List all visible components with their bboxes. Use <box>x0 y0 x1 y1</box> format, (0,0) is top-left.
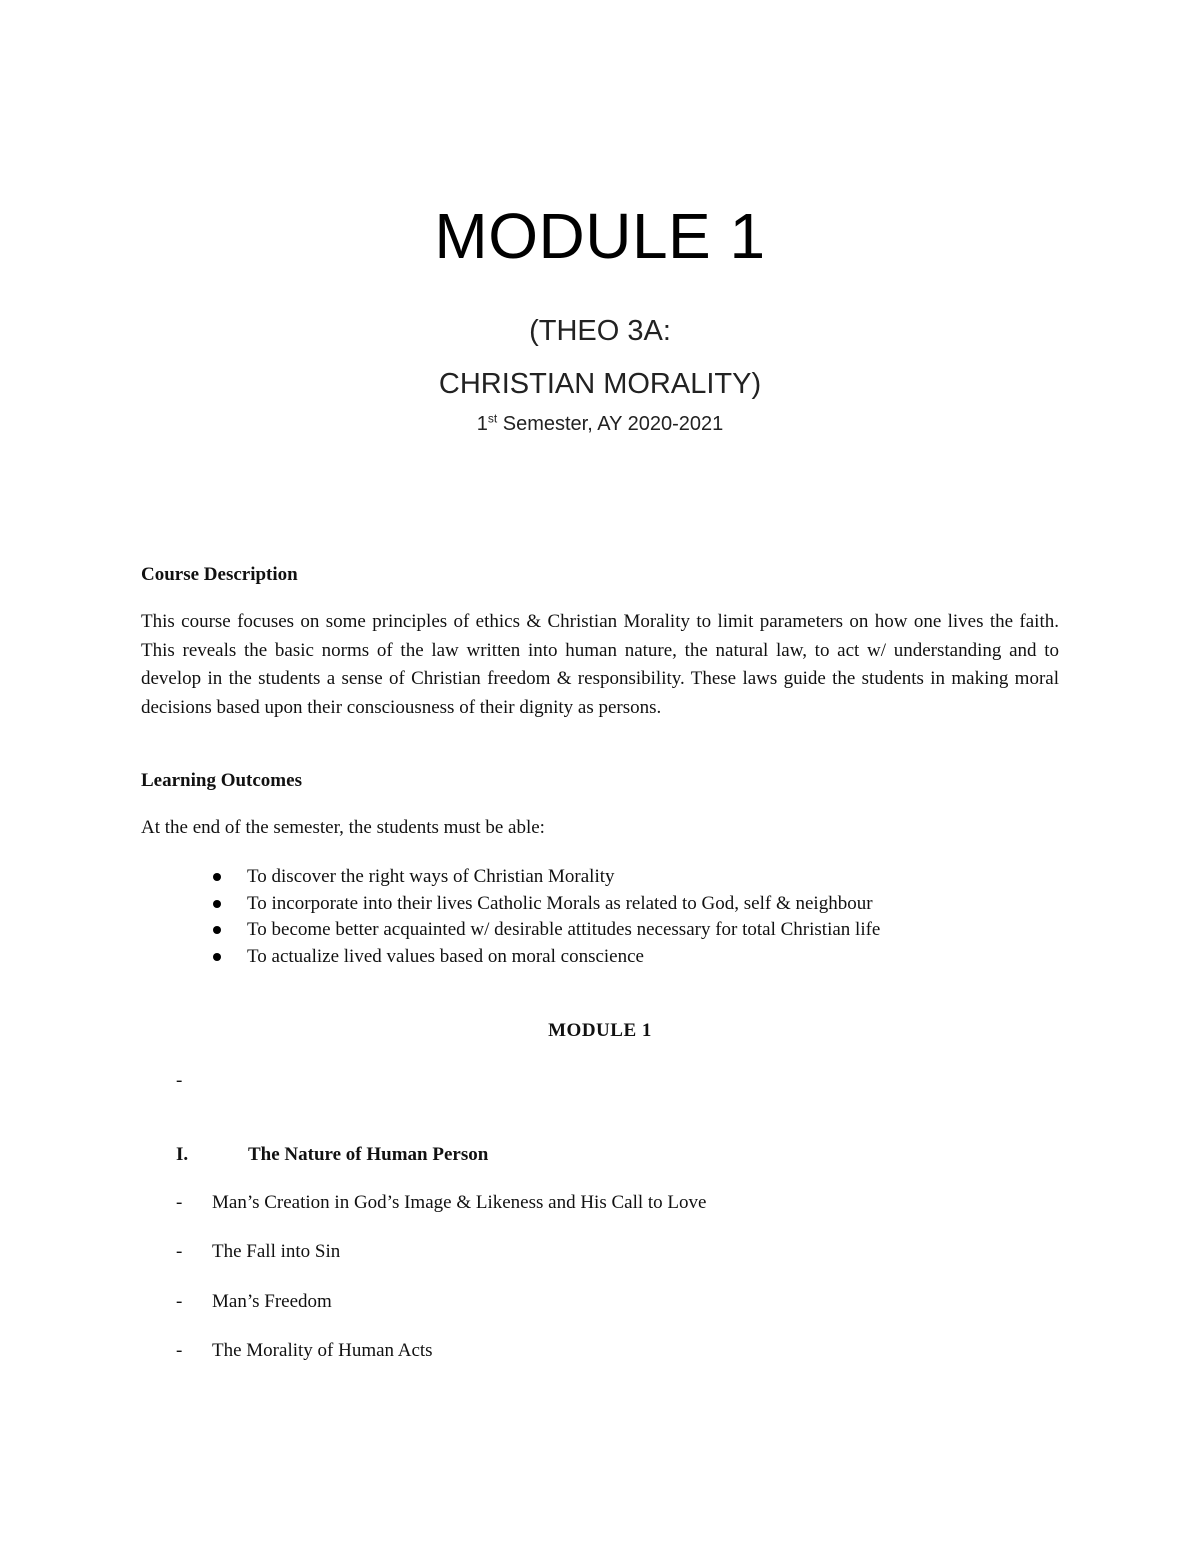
topic-text: The Morality of Human Acts <box>212 1340 433 1361</box>
bullet-icon <box>213 873 221 881</box>
bullet-icon <box>213 953 221 961</box>
semester-line <box>0 410 1200 438</box>
list-item-text: To become better acquainted w/ desirable attitudes necessary for total Christian life <box>247 919 881 940</box>
learning-outcomes-list <box>141 864 880 970</box>
list-item <box>141 891 880 918</box>
list-item-text: To actualize lived values based on moral conscience <box>247 945 644 967</box>
list-item <box>141 944 880 971</box>
course-description-heading: Course Description <box>141 564 298 585</box>
section-number: I. <box>176 1144 189 1165</box>
topic-item <box>176 1338 433 1364</box>
course-description-text: This course focuses on some principles of ethics & Christian Morality to limit parameters on how one lives the faith. This reveals the basic norms of the law written into human nature, the natural law, to act w/ understanding and to develop in the students a sense of Christian freedom & responsibility. These laws guide the students in making moral decisions based upon their consciousness of their dignity as persons. <box>141 611 1059 718</box>
list-item-text: To incorporate into their lives Catholic Morals as related to God, self & neighbour <box>247 892 873 914</box>
list-item <box>141 864 880 891</box>
module-section-heading: MODULE 1 <box>548 1020 652 1041</box>
dash-marker: - <box>176 1192 183 1213</box>
list-item-text: To discover the right ways of Christian Morality <box>247 866 615 887</box>
topic-item <box>176 1190 706 1216</box>
topic-item <box>176 1289 332 1315</box>
learning-outcomes-heading: Learning Outcomes <box>141 770 302 791</box>
empty-list-dash: - <box>176 1070 183 1091</box>
dash-marker: - <box>176 1291 183 1312</box>
topic-text: Man’s Creation in God’s Image & Likeness and His Call to Love <box>212 1192 707 1213</box>
learning-outcomes-intro: At the end of the semester, the students must be able: <box>141 817 545 838</box>
dash-marker: - <box>176 1241 183 1262</box>
semester-text: Semester, AY 2020-2021 <box>497 413 724 435</box>
module-title: MODULE 1 <box>434 200 766 272</box>
semester-ordinal: 1 <box>476 413 488 435</box>
topic-text: The Fall into Sin <box>212 1241 341 1262</box>
topic-text: Man’s Freedom <box>212 1291 332 1312</box>
course-code-line: (THEO 3A: <box>529 315 671 347</box>
dash-marker: - <box>176 1340 183 1361</box>
semester-ordinal-suffix: st <box>487 411 498 426</box>
topic-item <box>176 1239 340 1265</box>
section-title: The Nature of Human Person <box>248 1144 489 1165</box>
bullet-icon <box>213 900 221 908</box>
bullet-icon <box>213 926 221 934</box>
course-name-line: CHRISTIAN MORALITY) <box>438 368 762 400</box>
list-item <box>141 917 880 944</box>
